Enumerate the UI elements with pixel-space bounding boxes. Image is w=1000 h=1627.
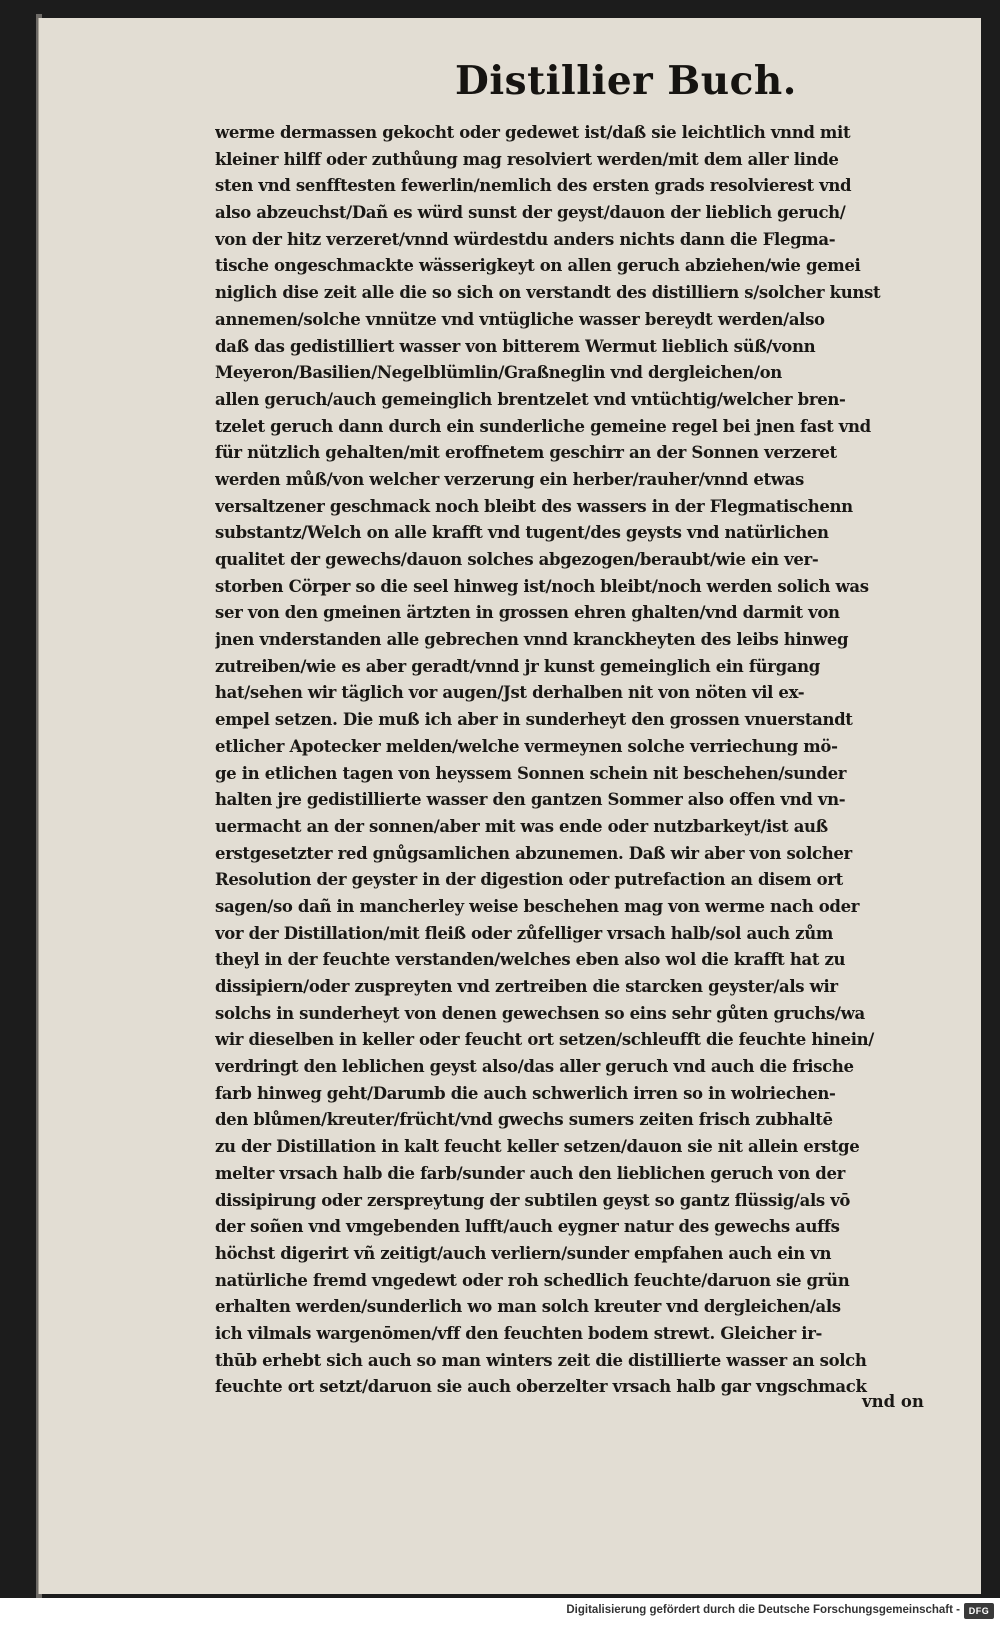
text-line: halten jre gedistillierte wasser den gantzen Sommer also offen vnd vn- bbox=[215, 790, 846, 810]
text-line: für nützlich gehalten/mit eroffnetem geschirr an der Sonnen verzeret bbox=[215, 443, 837, 463]
text-line: farb hinweg geht/Darumb die auch schwerlich irren so in wolriechen- bbox=[215, 1083, 836, 1103]
text-line: versaltzener geschmack noch bleibt des wassers in der Flegmatischenn bbox=[215, 496, 853, 516]
text-line: kleiner hilff oder zuthůung mag resolviert werden/mit dem aller linde bbox=[215, 149, 839, 169]
text-line: feuchte ort setzt/daruon sie auch oberzelter vrsach halb gar vngschmack bbox=[215, 1377, 867, 1397]
text-line: Meyeron/Basilien/Negelblümlin/Graßneglin vnd dergleichen/on bbox=[215, 363, 782, 383]
text-line: zutreiben/wie es aber geradt/vnnd jr kunst gemeinglich ein fürgang bbox=[215, 656, 820, 676]
text-line: werden můß/von welcher verzerung ein herber/rauher/vnnd etwas bbox=[215, 469, 804, 489]
text-line: melter vrsach halb die farb/sunder auch den lieblichen geruch von der bbox=[215, 1163, 845, 1183]
text-line: annemen/solche vnnütze vnd vntügliche wasser bereydt werden/also bbox=[215, 309, 825, 329]
text-line: Resolution der geyster in der digestion oder putrefaction an disem ort bbox=[215, 870, 843, 890]
text-line: tische ongeschmackte wässerigkeyt on allen geruch abziehen/wie gemei bbox=[215, 256, 861, 276]
body-text bbox=[215, 120, 945, 1401]
dfg-logo-text: DFG bbox=[968, 1606, 990, 1616]
text-line: erhalten werden/sunderlich wo man solch kreuter vnd dergleichen/als bbox=[215, 1297, 841, 1317]
text-line: erstgesetzter red gnůgsamlichen abzunemen. Daß wir aber von solcher bbox=[215, 843, 852, 863]
text-line: sagen/so dañ in mancherley weise beschehen mag von werme nach oder bbox=[215, 896, 860, 916]
text-line: werme dermassen gekocht oder gedewet ist/daß sie leichtlich vnnd mit bbox=[215, 123, 851, 142]
text-line: ge in etlichen tagen von heyssem Sonnen schein nit beschehen/sunder bbox=[215, 763, 847, 783]
text-line: tzelet geruch dann durch ein sunderliche gemeine regel bei jnen fast vnd bbox=[215, 416, 871, 436]
text-line: verdringt den leblichen geyst also/das aller geruch vnd auch die frische bbox=[215, 1057, 854, 1077]
text-line: vor der Distillation/mit fleiß oder zůfelliger vrsach halb/sol auch zům bbox=[215, 923, 833, 943]
text-line: jnen vnderstanden alle gebrechen vnnd kranckheyten des leibs hinweg bbox=[215, 630, 849, 650]
text-line: von der hitz verzeret/vnnd würdestdu anders nichts dann die Flegma- bbox=[215, 229, 836, 249]
text-line: hat/sehen wir täglich vor augen/Jst derhalben nit von nöten vil ex- bbox=[215, 683, 805, 703]
text-line: thūb erhebt sich auch so man winters zeit die distillierte wasser an solch bbox=[215, 1350, 867, 1370]
text-line: niglich dise zeit alle die so sich on verstandt des distilliern s/solcher kunst bbox=[215, 283, 881, 303]
text-line: empel setzen. Die muß ich aber in sunderheyt den grossen vnuerstandt bbox=[215, 710, 853, 730]
text-line: uermacht an der sonnen/aber mit was ende oder nutzbarkeyt/ist auß bbox=[215, 816, 828, 836]
text-line: etlicher Apotecker melden/welche vermeynen solche verriechung mö- bbox=[215, 736, 838, 756]
text-line: den blůmen/kreuter/frücht/vnd gwechs sumers zeiten frisch zubhaltē bbox=[215, 1110, 833, 1130]
text-line: storben Cörper so die seel hinweg ist/noch bleibt/noch werden solich was bbox=[215, 576, 869, 596]
text-line: natürliche fremd vngedewt oder roh schedlich feuchte/daruon sie grün bbox=[215, 1270, 850, 1290]
text-line: ich vilmals wargenōmen/vff den feuchten bodem strewt. Gleicher ir- bbox=[215, 1323, 823, 1343]
text-line: also abzeuchst/Dañ es würd sunst der geyst/dauon der lieblich geruch/ bbox=[215, 203, 846, 223]
footer bbox=[0, 1598, 1000, 1627]
text-line: sten vnd senfftesten fewerlin/nemlich des ersten grads resolvierest vnd bbox=[215, 176, 852, 196]
text-line: höchst digerirt vñ zeitigt/auch verliern/sunder empfahen auch ein vn bbox=[215, 1243, 832, 1263]
text-line: dissipirung oder zerspreytung der subtilen geyst so gantz flüssig/als vō bbox=[215, 1190, 851, 1210]
text-line: substantz/Welch on alle krafft vnd tugent/des geysts vnd natürlichen bbox=[215, 523, 829, 543]
funding-credit: Digitalisierung gefördert durch die Deutsche Forschungsgemeinschaft - bbox=[566, 1604, 960, 1616]
text-line: theyl in der feuchte verstanden/welches eben also wol die krafft hat zu bbox=[215, 950, 846, 970]
text-line: qualitet der gewechs/dauon solches abgezogen/beraubt/wie ein ver- bbox=[215, 550, 819, 569]
text-line: allen geruch/auch gemeinglich brentzelet vnd vntüchtig/welcher bren- bbox=[215, 389, 846, 409]
text-line: wir dieselben in keller oder feucht ort setzen/schleufft die feuchte hinein/ bbox=[215, 1030, 874, 1050]
text-line: der soñen vnd vmgebenden lufft/auch eygner natur des gewechs auffs bbox=[215, 1217, 840, 1237]
text-line: daß das gedistilliert wasser von bitterem Wermut lieblich süß/vonn bbox=[215, 336, 816, 356]
text-line: zu der Distillation in kalt feucht keller setzen/dauon sie nit allein erstge bbox=[215, 1137, 860, 1157]
text-line: ser von den gmeinen ärtzten in grossen ehren ghalten/vnd darmit von bbox=[215, 603, 840, 623]
dfg-logo-icon bbox=[964, 1603, 994, 1619]
catchword: vnd on bbox=[862, 1392, 924, 1411]
running-head: Distillier Buch. bbox=[455, 58, 797, 104]
text-line: solchs in sunderheyt von denen gewechsen so eins sehr gůten gruchs/wa bbox=[215, 1003, 865, 1023]
text-line: dissipiern/oder zuspreyten vnd zertreiben die starcken geyster/als wir bbox=[215, 977, 838, 996]
